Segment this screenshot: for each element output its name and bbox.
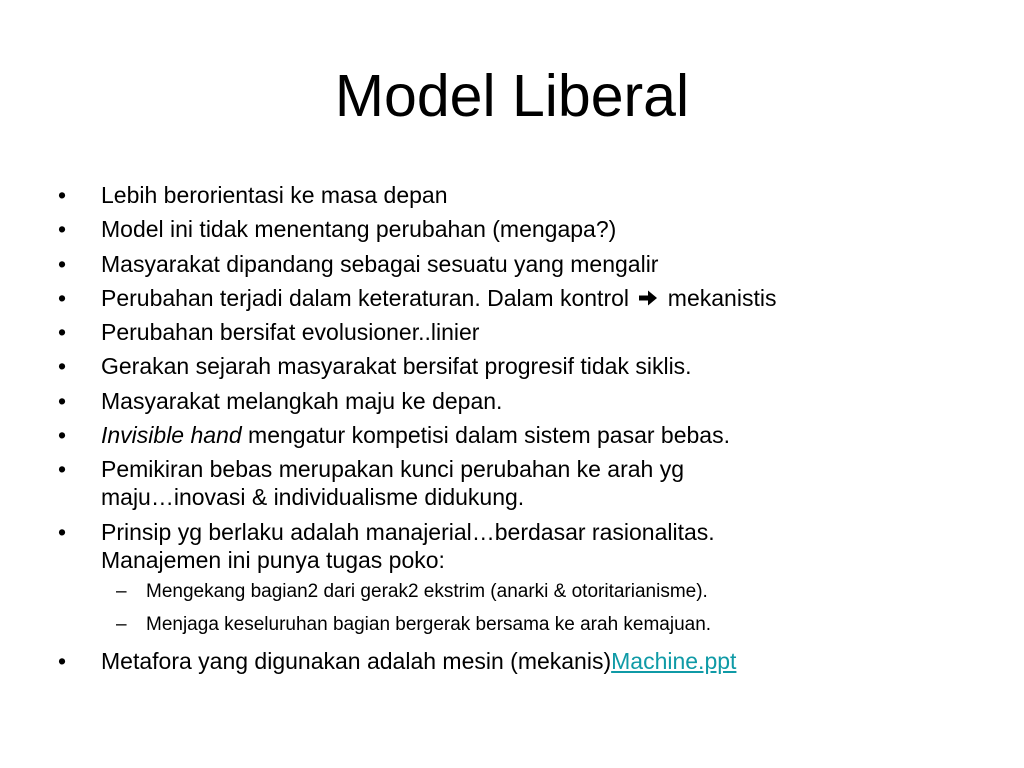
bullet-italic-text: Invisible hand bbox=[101, 422, 242, 449]
bullet-text-after-arrow: mekanistis bbox=[667, 284, 777, 311]
bullet-text: Metafora yang digunakan adalah mesin (mekanis) bbox=[101, 647, 612, 674]
bullet-text: Masyarakat melangkah maju ke depan. bbox=[101, 387, 503, 414]
sub-bullet-mark: – bbox=[116, 614, 127, 636]
right-arrow-icon bbox=[637, 287, 659, 309]
bullet-mark: • bbox=[58, 216, 67, 243]
sub-bullet-mark: – bbox=[116, 580, 127, 602]
bullet-mark: • bbox=[58, 647, 67, 674]
bullet-item bbox=[58, 352, 978, 380]
bullet-text: Model ini tidak menentang perubahan (mengapa?) bbox=[101, 216, 617, 243]
sub-bullet-text: Mengekang bagian2 dari gerak2 ekstrim (anarki & otoritarianisme). bbox=[146, 580, 708, 602]
bullet-text: Perubahan bersifat evolusioner..linier bbox=[101, 319, 480, 346]
bullet-mark: • bbox=[58, 353, 67, 380]
bullet-item bbox=[58, 284, 978, 312]
bullet-text: Gerakan sejarah masyarakat bersifat progresif tidak siklis. bbox=[101, 353, 692, 380]
bullet-mark: • bbox=[58, 456, 67, 483]
bullet-mark: • bbox=[58, 319, 67, 346]
bullet-text: Masyarakat dipandang sebagai sesuatu yang mengalir bbox=[101, 250, 659, 277]
bullet-text-line-2: maju…inovasi & individualisme didukung. bbox=[101, 484, 525, 511]
bullet-item bbox=[58, 421, 978, 449]
bullet-item bbox=[58, 250, 978, 278]
bullet-text-line-2: Manajemen ini punya tugas poko: bbox=[101, 546, 445, 573]
sub-bullet-item bbox=[58, 613, 978, 637]
bullet-item bbox=[58, 181, 978, 209]
bullet-text: mengatur kompetisi dalam sistem pasar bebas. bbox=[241, 422, 730, 449]
bullet-text: Lebih berorientasi ke masa depan bbox=[101, 182, 448, 208]
bullet-item bbox=[58, 215, 978, 243]
slide-title: Model Liberal bbox=[334, 63, 690, 129]
bullet-mark: • bbox=[58, 518, 67, 545]
bullet-mark: • bbox=[58, 422, 67, 449]
bullet-text-line-1: Prinsip yg berlaku adalah manajerial…berdasar rasionalitas. bbox=[101, 518, 715, 545]
bullet-text-line-1: Pemikiran bebas merupakan kunci perubahan ke arah yg bbox=[101, 456, 685, 483]
bullet-item bbox=[58, 647, 978, 675]
bullet-item bbox=[58, 455, 978, 511]
bullet-item bbox=[58, 518, 978, 574]
bullet-mark: • bbox=[58, 250, 67, 277]
sub-bullet-item bbox=[58, 580, 978, 604]
bullet-mark: • bbox=[58, 387, 67, 414]
bullet-item bbox=[58, 318, 978, 346]
machine-ppt-link[interactable]: Machine.ppt bbox=[611, 647, 737, 674]
bullet-item bbox=[58, 387, 978, 415]
sub-bullet-text: Menjaga keseluruhan bagian bergerak bersama ke arah kemajuan. bbox=[146, 614, 712, 636]
bullet-mark: • bbox=[58, 284, 67, 311]
bullet-mark: • bbox=[58, 182, 67, 208]
bullet-list bbox=[58, 181, 978, 681]
bullet-text: Perubahan terjadi dalam keteraturan. Dalam kontrol bbox=[101, 284, 630, 311]
